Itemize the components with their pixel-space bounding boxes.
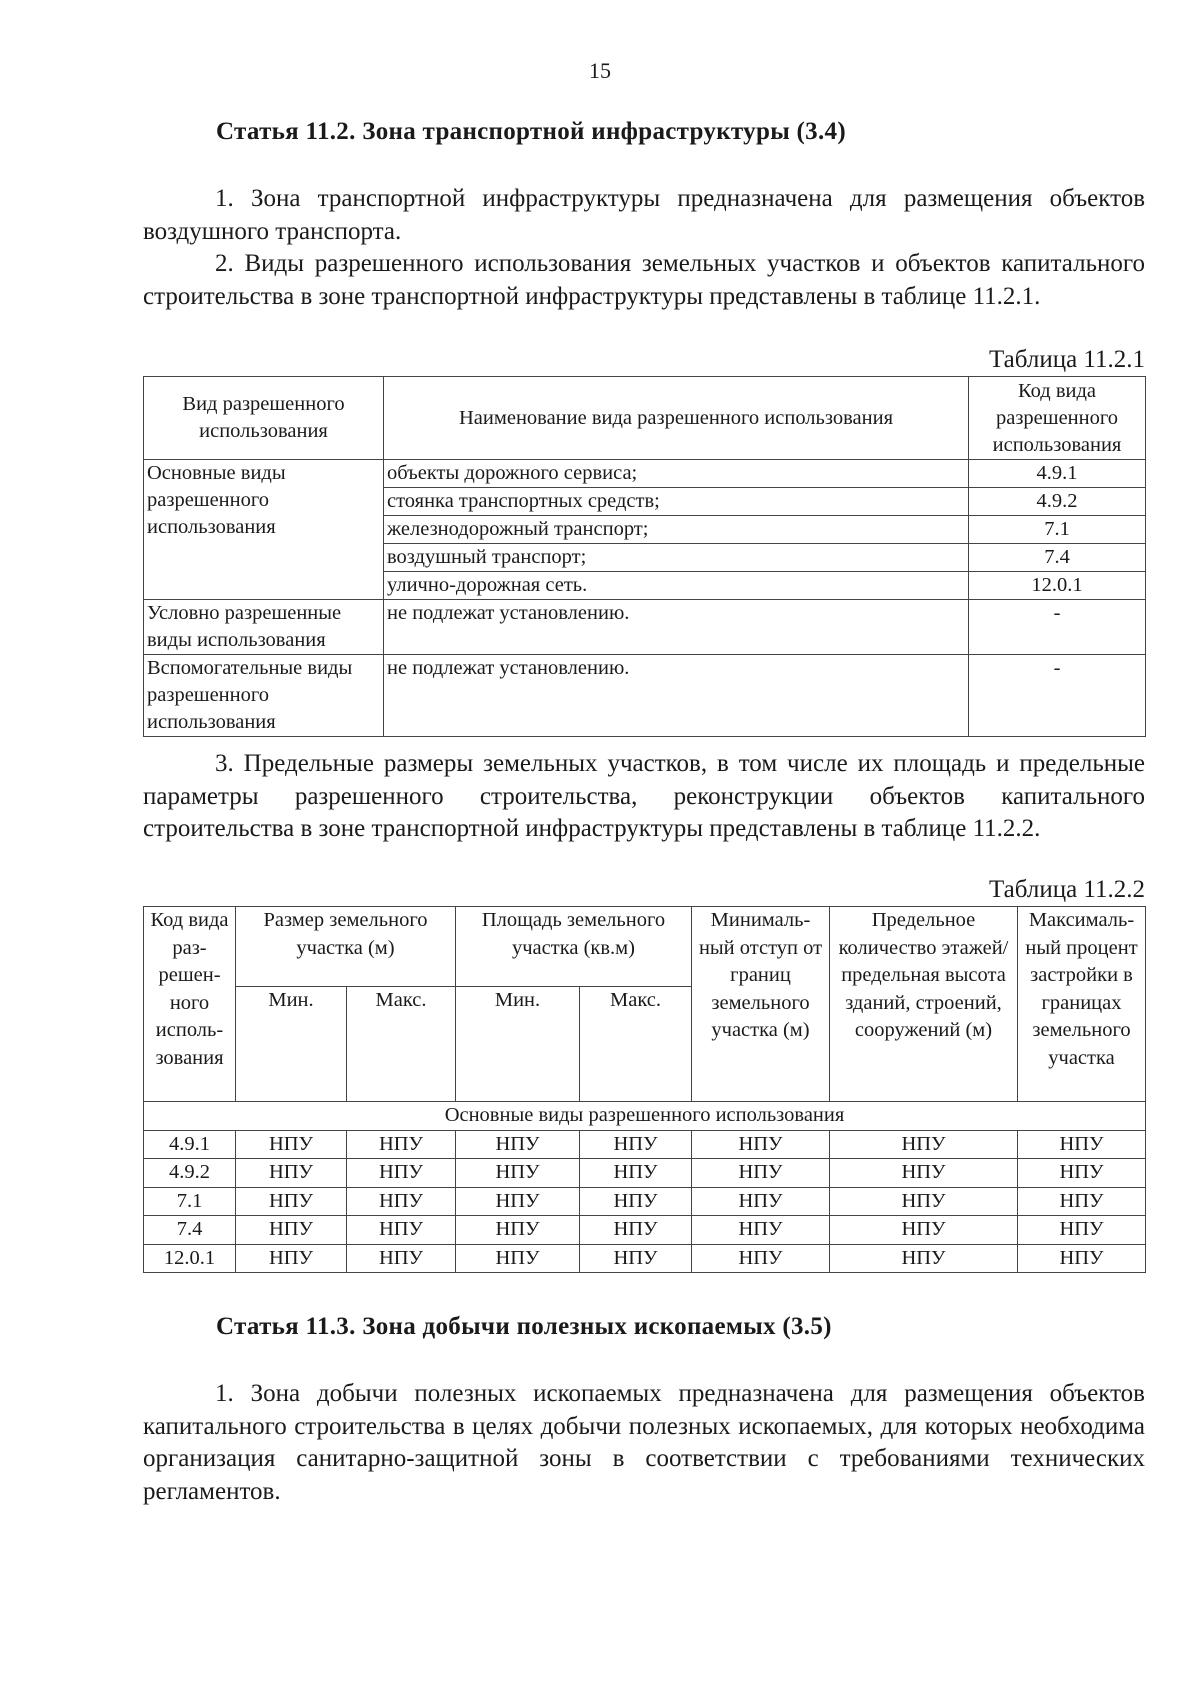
article-11-2-paragraph-3: 3. Предельные размеры земельных участков, в том числе их площадь и предельные параметры разрешенного строительства, реконструкции объектов капитального строительства в зоне транспортной инфраструктуры представлены в таблице 11.2.2. [143,750,1145,842]
table-row [144,600,1146,655]
code-cell: 4.9.2 [144,1159,236,1188]
value-cell: НПУ [580,1244,692,1273]
value-cell: НПУ [692,1244,830,1273]
header-area-max: Макс. [580,987,692,1102]
use-code: 7.4 [969,544,1146,572]
code-cell: 7.1 [144,1187,236,1216]
value-cell: НПУ [456,1187,580,1216]
value-cell: НПУ [830,1244,1018,1273]
value-cell: НПУ [347,1244,456,1273]
table-row [144,1187,1146,1216]
article-11-2-paragraph-2: 2. Виды разрешенного использования земельных участков и объектов капитального строительства в зоне транспортной инфраструктуры представлены в таблице 11.2.1. [143,250,1145,310]
value-cell: НПУ [347,1216,456,1245]
value-cell: НПУ [692,1159,830,1188]
page-number: 15 [589,58,611,83]
value-cell: НПУ [1018,1130,1146,1159]
article-11-3-heading: Статья 11.3. Зона добычи полезных ископаемых (3.5) [216,1313,832,1340]
value-cell: НПУ [1018,1244,1146,1273]
table-row [144,1216,1146,1245]
value-cell: НПУ [692,1187,830,1216]
value-cell: НПУ [347,1159,456,1188]
value-cell: НПУ [830,1159,1018,1188]
value-cell: НПУ [830,1130,1018,1159]
header-plot-size: Размер земельного участка (м) [236,907,456,987]
table-11-2-2-caption: Таблица 11.2.2 [989,876,1145,903]
value-cell: НПУ [456,1216,580,1245]
value-cell: НПУ [456,1159,580,1188]
use-name: железнодорожный транспорт; [384,516,969,544]
value-cell: НПУ [580,1130,692,1159]
use-code: 4.9.2 [969,488,1146,516]
header-min-setback: Минималь-ный отступ от границ земельного участка (м) [692,907,830,1102]
value-cell: НПУ [236,1130,347,1159]
header-plot-area: Площадь земельного участка (кв.м) [456,907,692,987]
use-code: - [969,655,1146,737]
table-row [144,1130,1146,1159]
header-code: Код вида раз-решен-ного исполь-зования [144,907,236,1102]
value-cell: НПУ [580,1187,692,1216]
value-cell: НПУ [456,1130,580,1159]
use-name: не подлежат установлению. [384,600,969,655]
header-size-max: Макс. [347,987,456,1102]
use-name: не подлежат установлению. [384,655,969,737]
article-11-2-heading: Статья 11.2. Зона транспортной инфраструктуры (3.4) [216,118,846,145]
value-cell: НПУ [580,1159,692,1188]
code-cell: 7.4 [144,1216,236,1245]
header-max-coverage: Максималь-ный процент застройки в границах земельного участка [1018,907,1146,1102]
value-cell: НПУ [236,1216,347,1245]
use-code: 12.0.1 [969,572,1146,600]
table-row [144,1244,1146,1273]
value-cell: НПУ [1018,1159,1146,1188]
use-name: улично-дорожная сеть. [384,572,969,600]
article-11-3-paragraph-1: 1. Зона добычи полезных ископаемых предназначена для размещения объектов капитального строительства в целях добычи полезных ископаемых, для которых необходима организация санитарно-защитной зоны в соответствии с требованиями технических регламентов. [143,1380,1145,1505]
code-cell: 12.0.1 [144,1244,236,1273]
use-code: 4.9.1 [969,460,1146,488]
header-max-floors: Предельное количество этажей/ предельная высота зданий, строений, сооружений (м) [830,907,1018,1102]
value-cell: НПУ [1018,1216,1146,1245]
table-header-row [144,377,1146,460]
table-row [144,460,1146,488]
header-use-code: Код вида разрешенного использования [969,377,1146,460]
header-area-min: Мин. [456,987,580,1102]
header-use-type: Вид разрешенного использования [144,377,384,460]
use-type-main: Основные виды разрешенного использования [144,460,384,600]
value-cell: НПУ [580,1216,692,1245]
use-type-auxiliary: Вспомогательные виды разрешенного использования [144,655,384,737]
value-cell: НПУ [347,1130,456,1159]
header-size-min: Мин. [236,987,347,1102]
use-name: стоянка транспортных средств; [384,488,969,516]
value-cell: НПУ [347,1187,456,1216]
use-code: - [969,600,1146,655]
use-code: 7.1 [969,516,1146,544]
table-row [144,655,1146,737]
value-cell: НПУ [236,1244,347,1273]
table-header-row [144,907,1146,987]
table-11-2-2 [143,906,1146,1273]
table-row [144,1159,1146,1188]
section-row [144,1102,1146,1131]
value-cell: НПУ [236,1187,347,1216]
value-cell: НПУ [456,1244,580,1273]
table-11-2-1 [143,376,1146,737]
value-cell: НПУ [1018,1187,1146,1216]
value-cell: НПУ [830,1187,1018,1216]
article-11-2-paragraph-1: 1. Зона транспортной инфраструктуры предназначена для размещения объектов воздушного транспорта. [143,185,1145,245]
value-cell: НПУ [692,1216,830,1245]
use-name: воздушный транспорт; [384,544,969,572]
code-cell: 4.9.1 [144,1130,236,1159]
value-cell: НПУ [692,1130,830,1159]
table-11-2-1-caption: Таблица 11.2.1 [989,346,1145,373]
value-cell: НПУ [236,1159,347,1188]
value-cell: НПУ [830,1216,1018,1245]
use-name: объекты дорожного сервиса; [384,460,969,488]
use-type-conditional: Условно разрешенные виды использования [144,600,384,655]
section-title: Основные виды разрешенного использования [144,1102,1146,1131]
header-use-name: Наименование вида разрешенного использования [384,377,969,460]
